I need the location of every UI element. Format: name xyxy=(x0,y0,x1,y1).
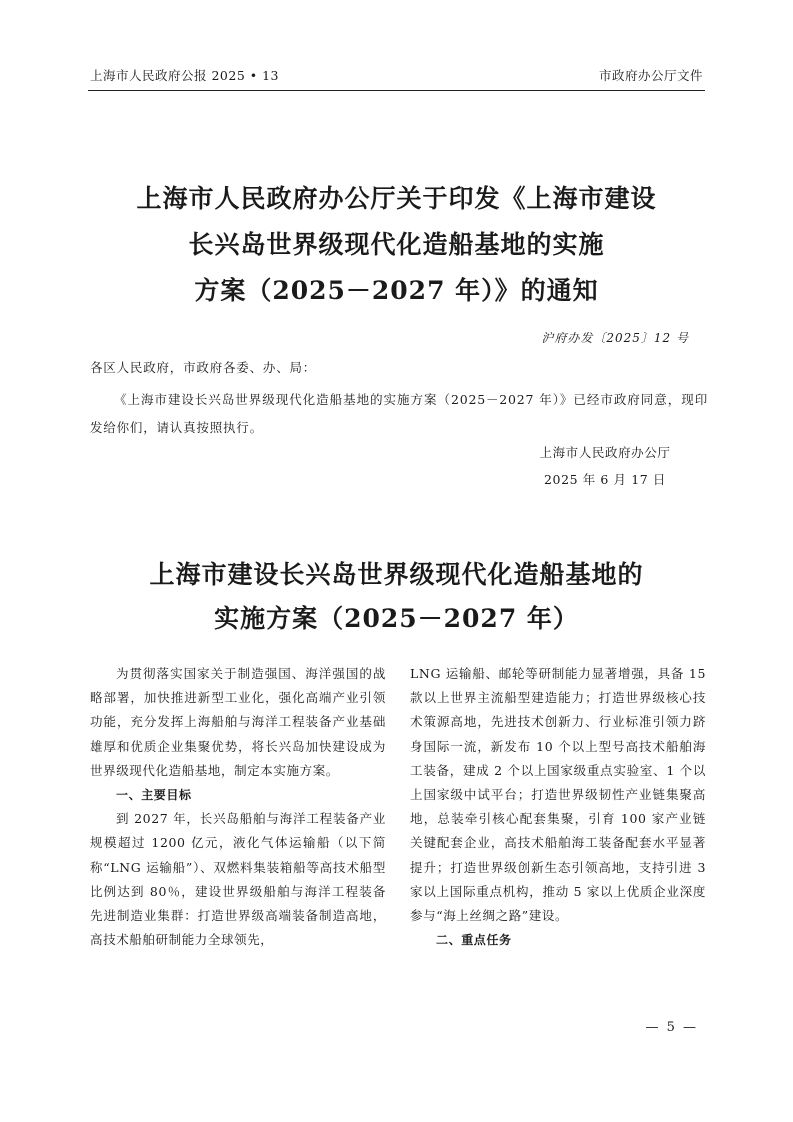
section-paragraph: 到 2027 年，长兴岛船舶与海洋工程装备产业规模超过 1200 亿元，液化气体运输船（以下简称“LNG 运输船”）、双燃料集装箱船等高技术船型比例达到 80％，建设世界级船舶与海洋工程装备先进制造业集群：打造世界级高端装备制造高地，高技术船舶研制能力全球领先， xyxy=(90,811,386,948)
issue-date: 2025 年 6 月 17 日 xyxy=(543,472,667,487)
issuer-signature: 上海市人民政府办公厅 xyxy=(539,445,671,460)
section-paragraph-continued: LNG 运输船、邮轮等研制能力显著增强，具备 15 款以上世界主流船型建造能力；打造世界级核心技术策源高地，先进技术创新力、行业标准引领力跻身国际一流，新发布 10 个以上型号高技术船舶海工装备，建成 2 个以上国家级重点实验室、1 个以上国家级中试平台；打造世界级韧性产业链集聚高地，总装牵引核心配套集聚，引育 100 家产业链关键配套企业，高技术船舶海工装备配套水平显著提升；打造世界级创新生态引领高地，支持引进 3 家以上国际重点机构，推动 5 家以上优质企业深度参与“海上丝绸之路”建设。 xyxy=(410,666,706,924)
plan-title xyxy=(0,553,793,641)
notice-title-line: 长兴岛世界级现代化造船基地的实施 xyxy=(188,230,605,259)
running-header-right: 市政府办公厅文件 xyxy=(598,68,703,83)
plan-title-line: 实施方案（2025－2027 年） xyxy=(214,604,579,633)
column-left xyxy=(90,662,386,952)
notice-body: 《上海市建设长兴岛世界级现代化造船基地的实施方案（2025－2027 年）》已经市政府同意，现印发给你们，请认真按照执行。 xyxy=(90,392,708,435)
plan-title-line: 上海市建设长兴岛世界级现代化造船基地的 xyxy=(149,560,644,589)
notice-title-line: 方案（2025－2027 年）》的通知 xyxy=(194,276,599,305)
notice-title xyxy=(0,176,793,314)
section-heading: 一、主要目标 xyxy=(116,788,192,803)
page-number: — 5 — xyxy=(645,1020,698,1035)
header-rule xyxy=(88,90,705,91)
document-number: 沪府办发〔2025〕12 号 xyxy=(541,331,689,345)
section-heading: 二、重点任务 xyxy=(436,933,512,948)
intro-paragraph: 为贯彻落实国家关于制造强国、海洋强国的战略部署，加快推进新型工业化，强化高端产业引领功能，充分发挥上海船舶与海洋工程装备产业基础雄厚和优质企业集聚优势，将长兴岛加快建设成为世界级现代化造船基地，制定本实施方案。 xyxy=(90,666,386,778)
notice-title-line: 上海市人民政府办公厅关于印发《上海市建设 xyxy=(136,184,657,213)
running-header-left: 上海市人民政府公报 2025 • 13 xyxy=(90,68,280,83)
column-right xyxy=(410,662,706,952)
salutation: 各区人民政府，市政府各委、办、局： xyxy=(90,360,317,375)
